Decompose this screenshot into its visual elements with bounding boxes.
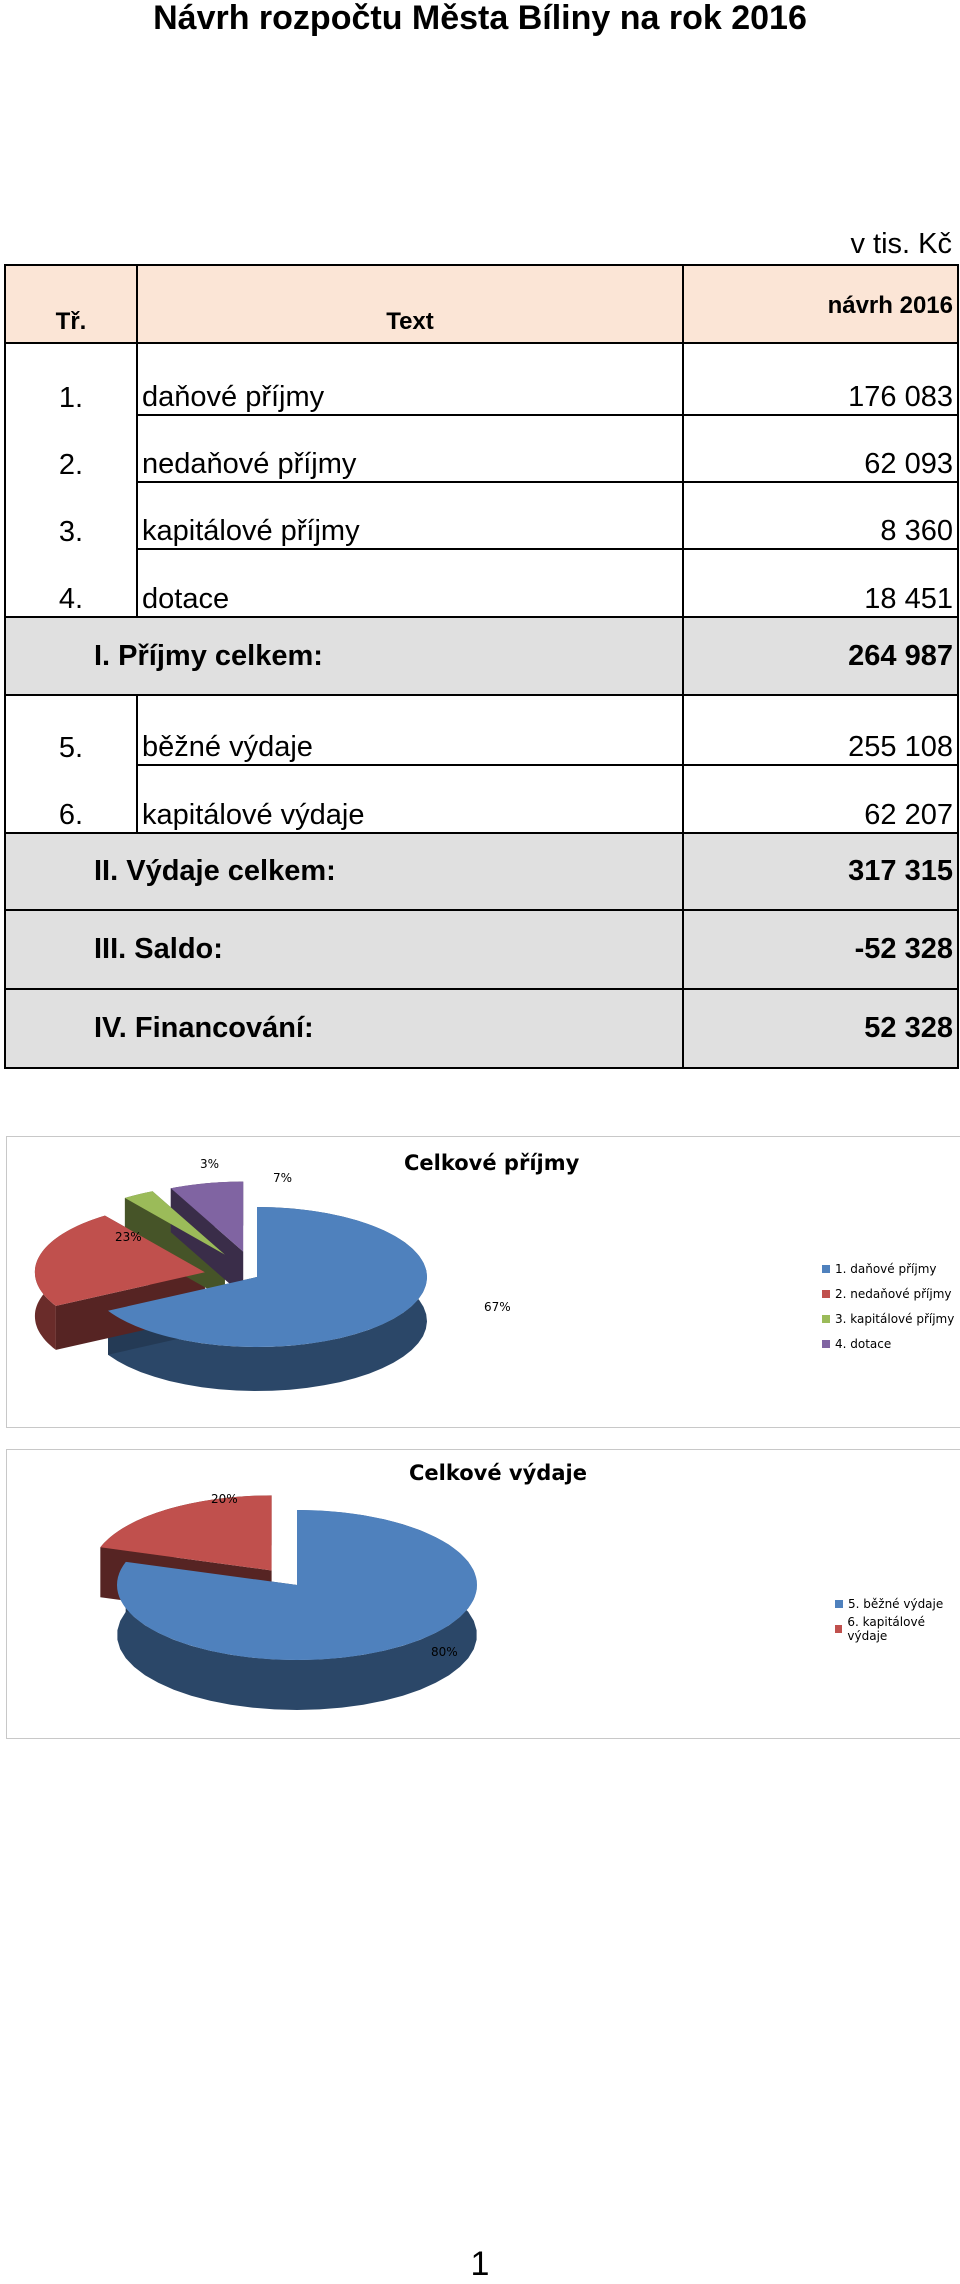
- page-title: Návrh rozpočtu Města Bíliny na rok 2016: [153, 0, 807, 37]
- row-number: 5.: [5, 695, 137, 765]
- row-text: běžné výdaje: [137, 695, 683, 765]
- row-value: 255 108: [683, 695, 958, 765]
- table-row: [5, 343, 958, 415]
- total-label: IV. Financování:: [5, 989, 683, 1068]
- legend-item: [822, 1331, 954, 1356]
- total-label: II. Výdaje celkem:: [5, 833, 683, 910]
- chart-title: Celkové příjmy: [404, 1151, 580, 1175]
- expenditure-chart: [6, 1449, 960, 1739]
- total-row: [5, 617, 958, 695]
- row-value: 62 093: [683, 415, 958, 482]
- legend-label: 1. daňové příjmy: [835, 1261, 937, 1276]
- row-number: 3.: [5, 482, 137, 549]
- legend-swatch: [822, 1290, 830, 1298]
- legend-swatch: [835, 1600, 843, 1608]
- header-value: návrh 2016: [683, 265, 958, 343]
- chart-title: Celkové výdaje: [409, 1461, 587, 1485]
- total-row: [5, 833, 958, 910]
- legend-swatch: [822, 1340, 830, 1348]
- legend-item: [835, 1591, 960, 1616]
- legend-swatch: [822, 1265, 830, 1273]
- row-text: daňové příjmy: [137, 343, 683, 415]
- row-number: 4.: [5, 549, 137, 617]
- chart-legend: [835, 1591, 960, 1641]
- total-value: 52 328: [683, 989, 958, 1068]
- legend-label: 4. dotace: [835, 1336, 892, 1351]
- row-text: kapitálové příjmy: [137, 482, 683, 549]
- revenue-pie: [7, 1137, 960, 1427]
- data-label: 23%: [115, 1230, 142, 1244]
- legend-label: 6. kapitálové výdaje: [847, 1614, 925, 1643]
- row-value: 62 207: [683, 765, 958, 833]
- data-label: 67%: [484, 1300, 511, 1314]
- table-row: [5, 415, 958, 482]
- budget-table: [4, 264, 959, 1069]
- unit-label: v tis. Kč: [850, 228, 952, 260]
- data-label: 80%: [431, 1645, 458, 1659]
- legend-item: [822, 1256, 954, 1281]
- legend-label: 2. nedaňové příjmy: [835, 1286, 952, 1301]
- total-label: III. Saldo:: [5, 910, 683, 989]
- total-row: [5, 989, 958, 1068]
- total-value: 264 987: [683, 617, 958, 695]
- row-value: 176 083: [683, 343, 958, 415]
- row-text: nedaňové příjmy: [137, 415, 683, 482]
- row-text: kapitálové výdaje: [137, 765, 683, 833]
- row-number: 1.: [5, 343, 137, 415]
- row-number: 2.: [5, 415, 137, 482]
- data-label: 7%: [273, 1171, 293, 1185]
- data-label: 20%: [211, 1492, 238, 1506]
- expenditure-pie: [7, 1450, 960, 1738]
- table-row: [5, 695, 958, 765]
- legend-item: [822, 1306, 954, 1331]
- legend-swatch: [835, 1625, 842, 1633]
- row-number: 6.: [5, 765, 137, 833]
- revenue-chart: [6, 1136, 960, 1428]
- header-class: Tř.: [5, 265, 137, 343]
- legend-item: [822, 1281, 954, 1306]
- table-row: [5, 482, 958, 549]
- table-row: [5, 549, 958, 617]
- data-label: 3%: [200, 1157, 220, 1171]
- total-value: 317 315: [683, 833, 958, 910]
- legend-label: 3. kapitálové příjmy: [835, 1311, 955, 1326]
- header-text: Text: [137, 265, 683, 343]
- legend-swatch: [822, 1315, 830, 1323]
- total-row: [5, 910, 958, 989]
- total-value: -52 328: [683, 910, 958, 989]
- table-row: [5, 765, 958, 833]
- chart-legend: [822, 1256, 954, 1356]
- row-text: dotace: [137, 549, 683, 617]
- total-label: I. Příjmy celkem:: [5, 617, 683, 695]
- legend-label: 5. běžné výdaje: [848, 1596, 944, 1611]
- row-value: 8 360: [683, 482, 958, 549]
- table-header-row: [5, 265, 958, 343]
- row-value: 18 451: [683, 549, 958, 617]
- legend-item: [835, 1616, 960, 1641]
- page-number: 1: [470, 2245, 490, 2283]
